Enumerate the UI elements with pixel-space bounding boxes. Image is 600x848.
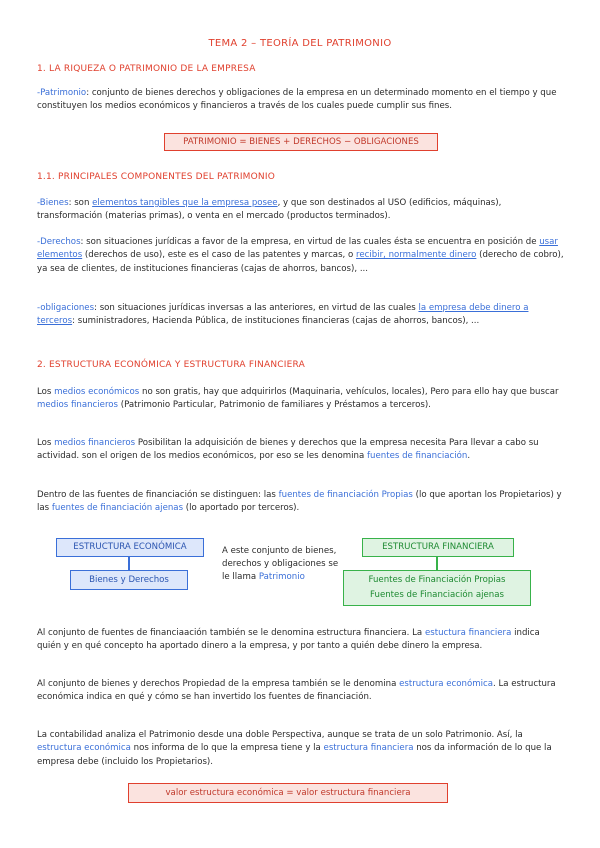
section-1-heading: 1. LA RIQUEZA O PATRIMONIO DE LA EMPRESA	[37, 64, 256, 74]
paragraph-medios-financieros: Los medios financieros Posibilitan la adquisición de bienes y derechos que la empresa necesita Para llevar a cabo su actividad. son el origen de los medios económicos, por eso se les denomina fuentes de financiación.	[37, 438, 539, 462]
medios-economicos-highlight: medios económicos	[54, 387, 140, 397]
page-title: TEMA 2 – TEORÍA DEL PATRIMONIO	[208, 38, 392, 49]
economica-connector	[128, 556, 130, 570]
estructura-economica-box: ESTRUCTURA ECONÓMICA	[56, 538, 204, 557]
paragraph-estructura-economica: Al conjunto de bienes y derechos Propiedad de la empresa también se le denomina estructura económica. La estructura económica indica en qué y cómo se han invertido los fuentes de financiación.	[37, 679, 556, 703]
paragraph-medios-economicos: Los medios económicos no son gratis, hay que adquirirlos (Maquinaria, vehículos, locales), Pero para ello hay que buscar medios financieros (Patrimonio Particular, Patrimonio de familiares y Préstamos a terceros).	[37, 387, 559, 411]
fuentes-financiacion-box: Fuentes de Financiación Propias Fuentes de Financiación ajenas	[343, 570, 531, 606]
obligaciones-term: -obligaciones	[37, 303, 95, 313]
paragraph-contabilidad: La contabilidad analiza el Patrimonio desde una doble Perspectiva, aunque se trata de un solo Patrimonio. Así, la estructura económica nos informa de lo que la empresa tiene y la estructura financiera nos da información de lo que la empresa debe (incluido los Propietarios).	[37, 730, 552, 767]
obligaciones-definition: -obligaciones: son situaciones jurídicas inversas a las anteriores, en virtud de las cuales la empresa debe dinero a terceros: suministradores, Hacienda Pública, de instituciones financieras (cajas de ahorros, bancos), ...	[37, 303, 529, 327]
bienes-derechos-box: Bienes y Derechos	[70, 570, 188, 590]
fuentes-ajenas-highlight: fuentes de financiación ajenas	[51, 503, 184, 514]
derechos-term: -Derechos	[37, 237, 81, 247]
estructura-financiera-box: ESTRUCTURA FINANCIERA	[362, 538, 514, 557]
fuentes-financiacion-highlight: fuentes de financiación	[367, 451, 468, 462]
medios-financieros-highlight-2: medios financieros	[54, 438, 136, 448]
patrimonio-note: A este conjunto de bienes, derechos y obligaciones se le llama Patrimonio	[222, 546, 339, 582]
section-2-heading: 2. ESTRUCTURA ECONÓMICA Y ESTRUCTURA FINANCIERA	[37, 360, 305, 370]
financiera-connector	[436, 556, 438, 570]
derechos-highlight-cobro: recibir, normalmente dinero	[356, 250, 477, 261]
estructura-economica-highlight-2: estructura económica	[37, 743, 131, 754]
final-formula: valor estructura económica = valor estructura financiera	[165, 788, 411, 798]
medios-financieros-highlight: medios financieros	[37, 400, 119, 411]
bienes-highlight: elementos tangibles que la empresa posee	[92, 198, 278, 208]
bienes-definition: -Bienes: son elementos tangibles que la empresa posee, y que son destinados al USO (edificios, máquinas), transformación (materias primas), o venta en el mercado (productos terminados).	[37, 198, 502, 222]
bienes-term: -Bienes	[37, 198, 69, 208]
final-formula-box	[128, 783, 448, 803]
derechos-definition: -Derechos: son situaciones jurídicas a favor de la empresa, en virtud de las cuales ésta se encuentra en posición de usar elementos (derechos de uso), este es el caso de las patentes y marcas, o recibir, normalmente dinero (derecho de cobro), ya sea de clientes, de instituciones financieras (cajas de ahorros, bancos), ...	[37, 237, 564, 274]
derechos-highlight-uso: usar elementos	[37, 237, 558, 261]
paragraph-estructura-financiera: Al conjunto de fuentes de financiaación también se le denomina estructura financiera. La estuctura financiera indica quién y en qué concepto ha aportado dinero a la empresa, y por tanto a quién debe dinero la empresa.	[37, 628, 540, 652]
patrimonio-note-highlight: Patrimonio	[258, 572, 305, 582]
section-1-1-heading: 1.1. PRINCIPALES COMPONENTES DEL PATRIMONIO	[37, 172, 276, 182]
patrimonio-formula: PATRIMONIO = BIENES + DERECHOS − OBLIGACIONES	[183, 137, 419, 147]
estructura-economica-highlight: estructura económica	[399, 679, 493, 689]
obligaciones-highlight: la empresa debe dinero a terceros	[37, 303, 529, 327]
patrimonio-definition: -Patrimonio: conjunto de bienes derechos y obligaciones de la empresa en un determinado momento en el tiempo y que constituyen los medios económicos y financieros a través de los cuales puede cumplir sus fines.	[37, 88, 557, 112]
estructura-financiera-highlight-2: estructura financiera	[323, 743, 414, 754]
estructura-financiera-highlight: estuctura financiera	[424, 628, 512, 638]
fuentes-propias-highlight: fuentes de financiación Propias	[278, 490, 413, 500]
paragraph-fuentes: Dentro de las fuentes de financiación se distinguen: las fuentes de financiación Propias (lo que aportan los Propietarios) y las fuentes de financiación ajenas (lo aportado por terceros).	[37, 490, 562, 514]
patrimonio-term: -Patrimonio	[37, 88, 87, 98]
patrimonio-formula-box	[164, 133, 438, 151]
